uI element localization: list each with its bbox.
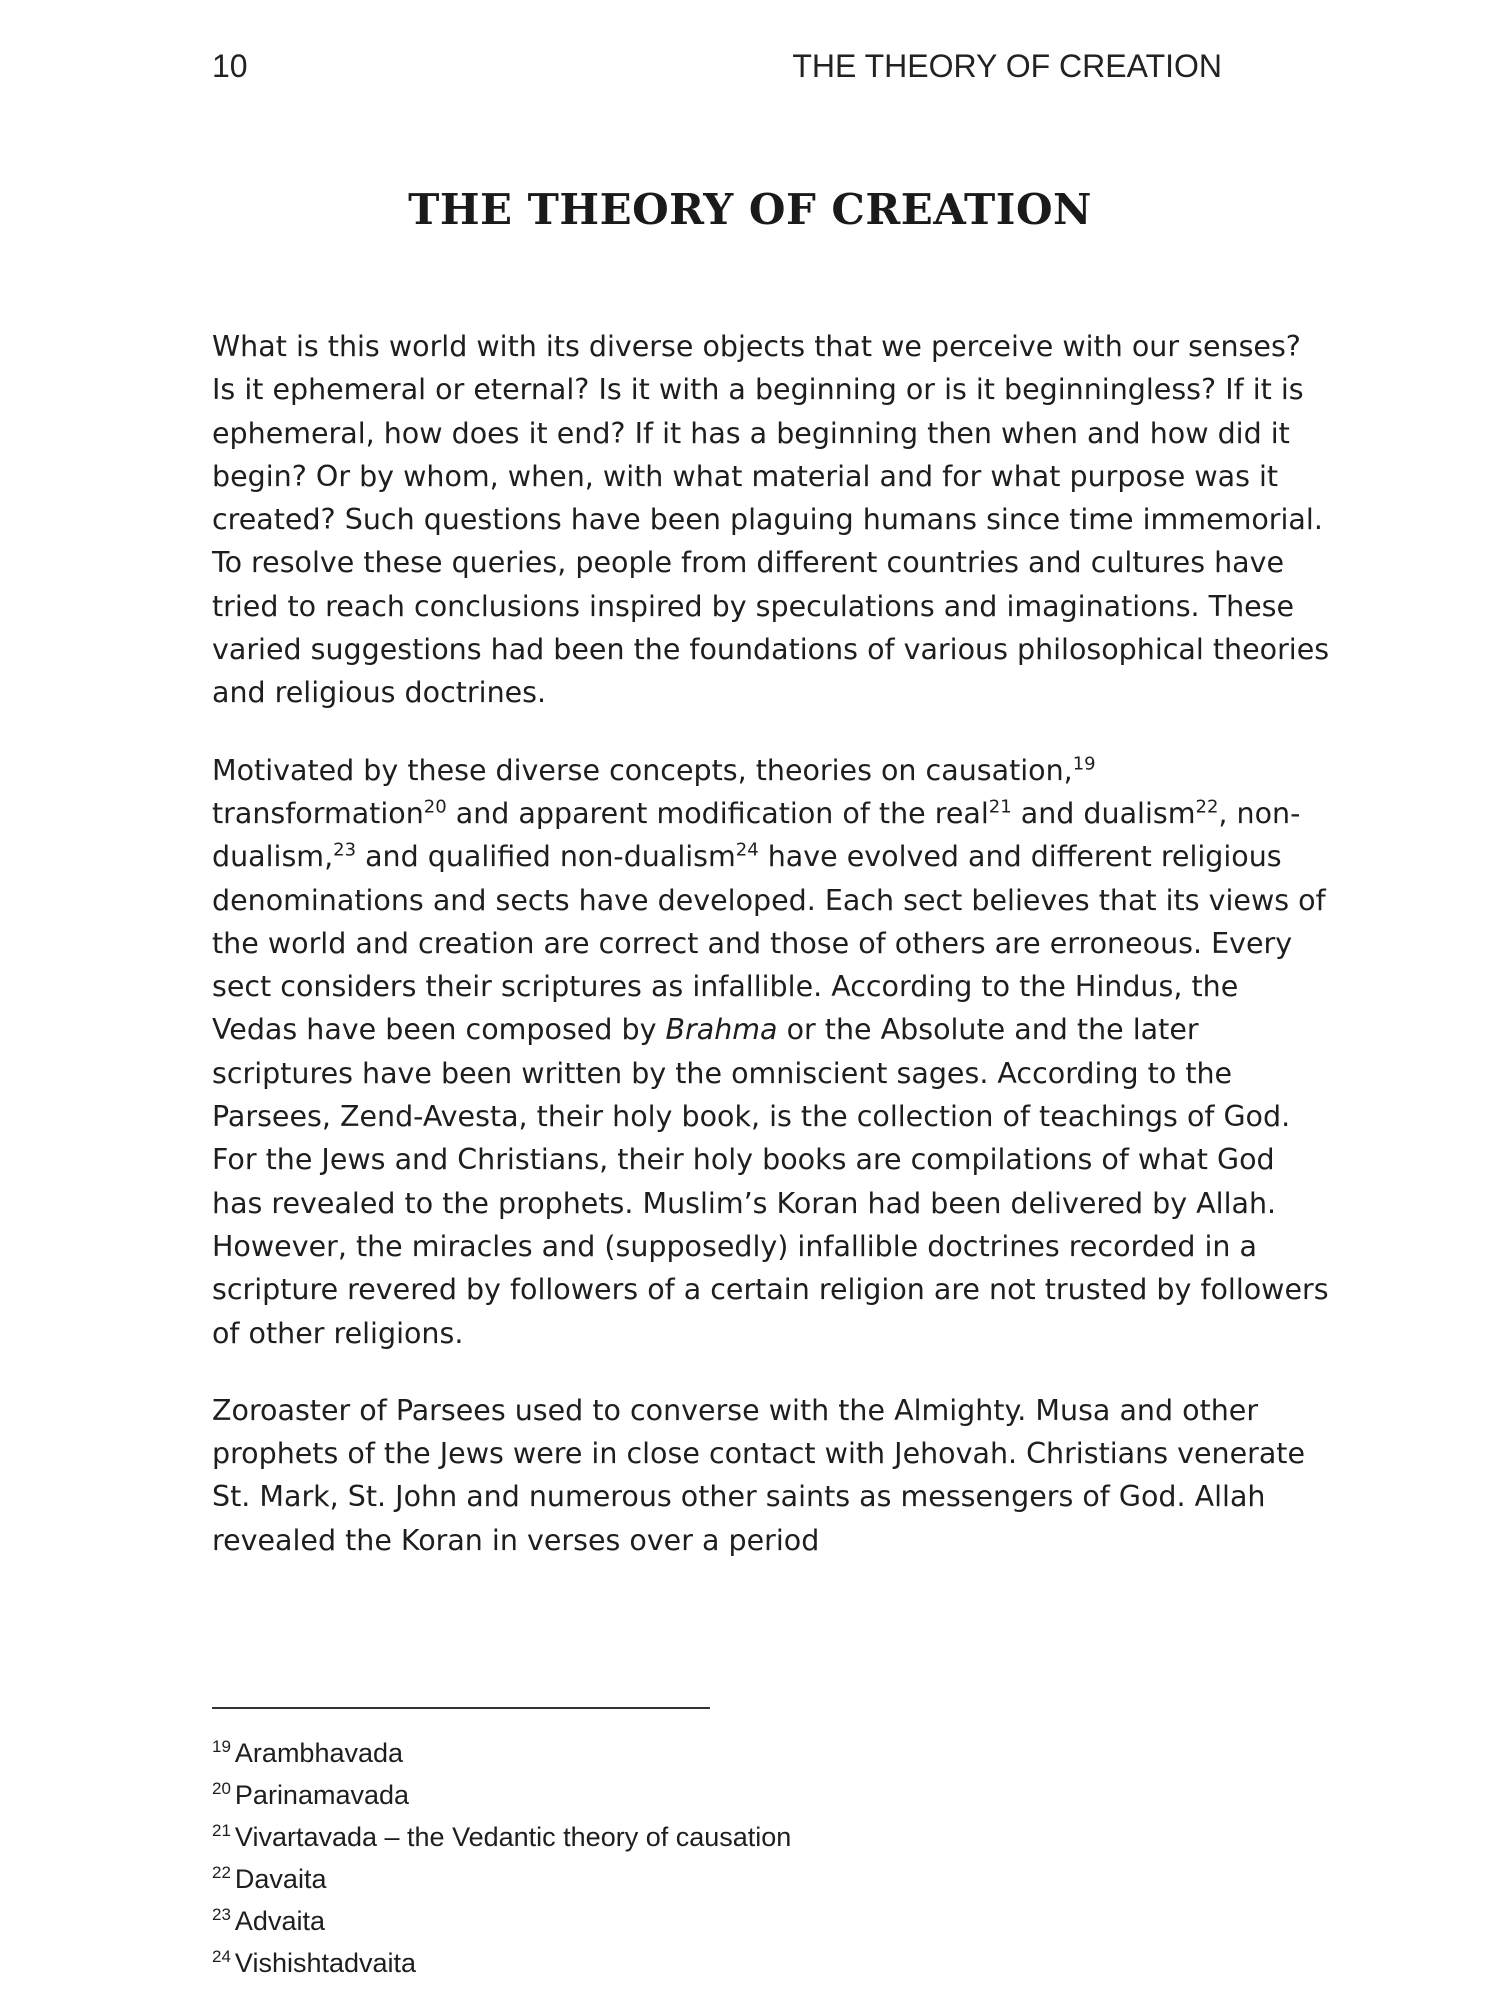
footnote-number: 22 [212,1863,231,1882]
footnote-number: 19 [212,1737,231,1756]
footnote-22 [212,1858,1212,1900]
footnote-text: Vishishtadvaita [234,1948,417,1978]
footnote-text: Davaita [234,1864,327,1894]
page-number: 10 [212,48,248,84]
p2-text-6: and qualified non-dualism [356,840,736,874]
footnote-ref-22[interactable]: 22 [1195,796,1219,818]
footnote-24 [212,1942,1212,1984]
footnote-21 [212,1816,1212,1858]
footnote-text: Parinamavada [234,1780,410,1810]
footnote-number: 21 [212,1821,231,1840]
p2-text-8: or the Absolute and the later scriptures have been written by the omniscient sages. According to the Parsees, Zend-Avesta, their holy book, is the collection of teachings of God. For the Jews and Christians, their holy books are compilations of what God has revealed to the prophets. Muslim’s Koran had been delivered by Allah. However, the miracles and (supposedly) infallible doctrines recorded in a scripture revered by followers of a certain religion are not trusted by followers of other religions. [212,1013,1329,1350]
footnote-number: 23 [212,1905,231,1924]
footnote-ref-21[interactable]: 21 [988,796,1012,818]
p2-text-2: transformation [212,796,424,830]
footnote-divider [212,1707,710,1709]
footnote-number: 20 [212,1779,231,1798]
brahma-italic: Brahma [665,1013,778,1047]
footnote-text: Arambhavada [234,1738,404,1768]
footnote-23 [212,1900,1212,1942]
paragraph-2 [212,749,1332,1355]
footnote-text: Advaita [234,1906,325,1936]
paragraph-1: What is this world with its diverse objects that we perceive with our senses? Is it ephemeral or eternal? Is it with a beginning or is it beginningless? If it is ephemeral, how does it end? If it has a beginning then when and how did it begin? Or by whom, when, with what material and for what purpose was it created? Such questions have been plaguing humans since time immemorial. To resolve these queries, people from different countries and cultures have tried to reach conclusions inspired by speculations and imaginations. These varied suggestions had been the foundations of various philosophical theories and religious doctrines. [212,330,1330,710]
footnote-20 [212,1774,1212,1816]
footnote-number: 24 [212,1947,231,1966]
p2-text-4: and dualism [1011,796,1196,830]
footnote-ref-20[interactable]: 20 [423,796,447,818]
footnote-ref-24[interactable]: 24 [735,839,759,861]
footnote-text: Vivartavada – the Vedantic theory of causation [234,1822,792,1852]
footnotes [212,1732,1212,1984]
page-header [212,48,1222,85]
running-title: THE THEORY OF CREATION [792,48,1222,84]
chapter-title: THE THEORY OF CREATION [408,185,1092,234]
footnote-ref-23[interactable]: 23 [333,839,357,861]
body-text [212,325,1332,1596]
footnote-ref-19[interactable]: 19 [1072,753,1096,775]
p2-text-3: and apparent modification of the real [446,796,989,830]
p2-text-5: , non-dualism, [212,796,1301,874]
p2-text-1: Motivated by these diverse concepts, theories on causation, [212,753,1073,787]
footnote-19 [212,1732,1212,1774]
p2-text-7: have evolved and different religious denominations and sects have developed. Each sect believes that its views of the world and creation are correct and those of others are erroneous. Every sect considers their scriptures as infallible. According to the Hindus, the Vedas have been composed by [212,840,1326,1047]
paragraph-3: Zoroaster of Parsees used to converse with the Almighty. Musa and other prophets of the Jews were in close contact with Jehovah. Christians venerate St. Mark, St. John and numerous other saints as messengers of God. Allah revealed the Koran in verses over a period [212,1393,1305,1557]
